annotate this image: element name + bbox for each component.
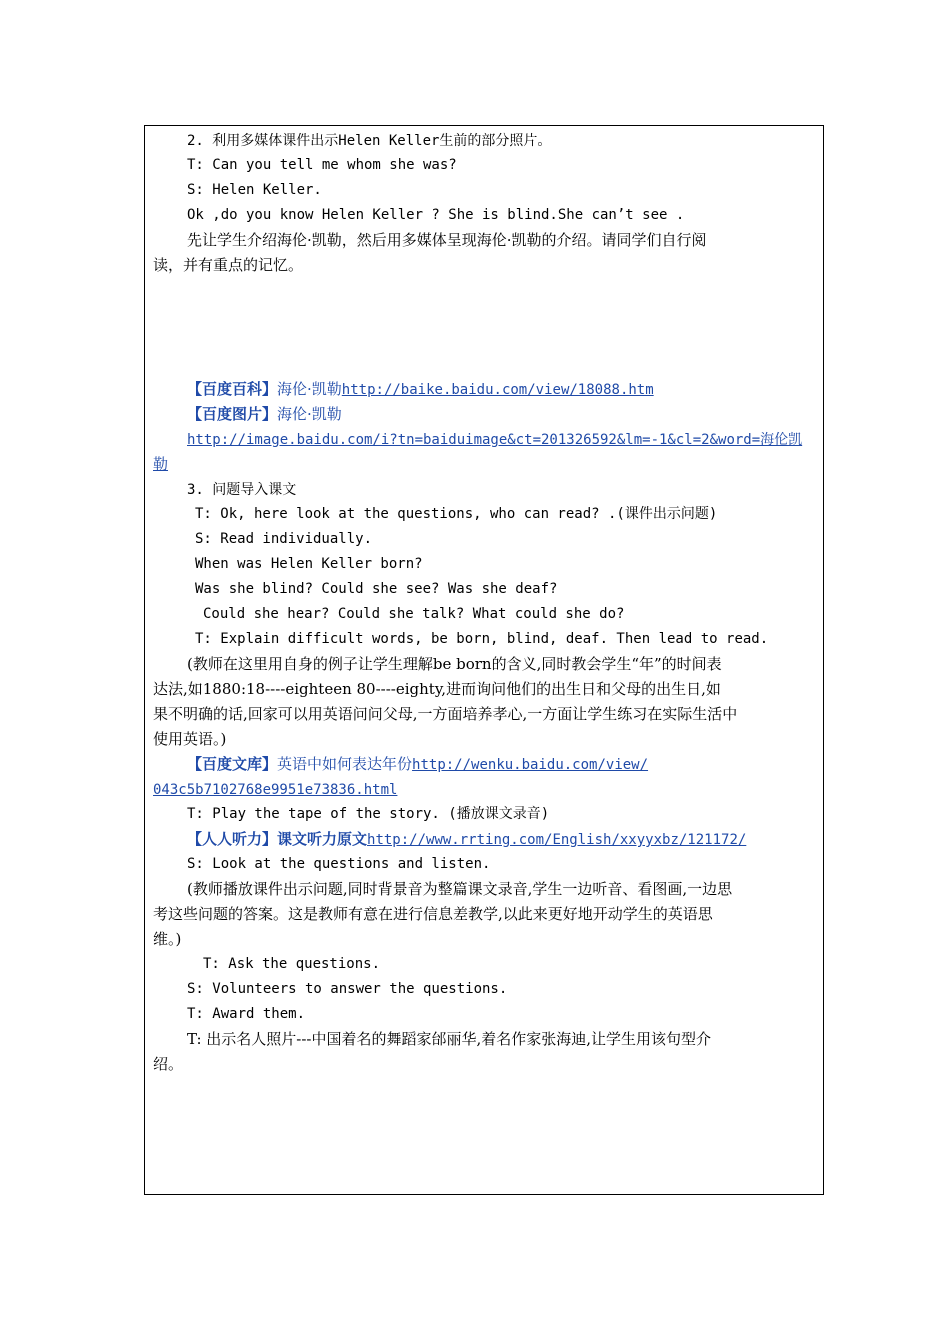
rrting-link[interactable]: http://www.rrting.com/English/xxyyxbz/121172/ bbox=[367, 832, 747, 848]
resource-tag: 【百度百科】 bbox=[187, 380, 278, 398]
paragraph-line: 果不明确的话,回家可以用英语问问父母,一方面培养孝心,一方面让学生练习在实际生活中 bbox=[153, 705, 738, 723]
paragraph-line: 读，并有重点的记忆。 bbox=[153, 256, 304, 274]
step-2-heading: 2. 利用多媒体课件出示Helen Keller生前的部分照片。 bbox=[187, 133, 552, 149]
step-3-heading: 3. 问题导入课文 bbox=[187, 482, 297, 498]
question-line: When was Helen Keller born? bbox=[195, 556, 423, 572]
paragraph-line: 先让学生介绍海伦·凯勒，然后用多媒体呈现海伦·凯勒的介绍。请同学们自行阅 bbox=[187, 231, 707, 249]
resource-baike bbox=[187, 379, 654, 399]
dialogue-line: S: Volunteers to answer the questions. bbox=[187, 981, 508, 997]
paragraph-line: 使用英语。) bbox=[153, 730, 227, 748]
dialogue-line: T: Ok, here look at the questions, who can read? .(课件出示问题) bbox=[195, 506, 718, 522]
resource-image bbox=[187, 404, 342, 424]
image-link-line bbox=[187, 429, 802, 449]
dialogue-line: Ok ,do you know Helen Keller ? She is blind.She can’t see . bbox=[187, 207, 685, 223]
resource-tag: 【百度文库】 bbox=[187, 755, 278, 773]
paragraph-line: 达法,如1880:18----eighteen 80----eighty,进而询问他们的出生日和父母的出生日,如 bbox=[153, 680, 721, 698]
dialogue-line: S: Helen Keller. bbox=[187, 182, 322, 198]
resource-title: 海伦·凯勒 bbox=[277, 380, 342, 398]
paragraph-line: 考这些问题的答案。这是教师有意在进行信息差教学,以此来更好地开动学生的英语思 bbox=[153, 905, 713, 923]
paragraph-line: T: 出示名人照片---中国着名的舞蹈家邰丽华,着名作家张海迪,让学生用该句型介 bbox=[187, 1030, 712, 1048]
question-line: Was she blind? Could she see? Was she deaf? bbox=[195, 581, 558, 597]
dialogue-line: S: Read individually. bbox=[195, 531, 373, 547]
wenku-link-continued[interactable]: 043c5b7102768e9951e73836.html bbox=[153, 782, 398, 798]
dialogue-line: T: Explain difficult words, be born, blind, deaf. Then lead to read. bbox=[195, 631, 769, 647]
wenku-link-line bbox=[153, 779, 397, 799]
paragraph-line: 维。) bbox=[153, 930, 182, 948]
resource-tag: 【百度图片】 bbox=[187, 405, 278, 423]
image-search-link-continued[interactable]: 勒 bbox=[153, 455, 169, 473]
dialogue-line: T: Play the tape of the story. (播放课文录音) bbox=[187, 806, 550, 822]
paragraph-line: 绍。 bbox=[153, 1055, 184, 1073]
dialogue-line: T: Can you tell me whom she was? bbox=[187, 157, 457, 173]
resource-wenku bbox=[187, 754, 648, 774]
lesson-plan-table-cell bbox=[144, 125, 824, 1195]
dialogue-line: T: Award them. bbox=[187, 1006, 306, 1022]
paragraph-line: (教师在这里用自身的例子让学生理解be born的含义,同时教会学生“年”的时间表 bbox=[187, 655, 722, 673]
image-search-link[interactable]: http://image.baidu.com/i?tn=baiduimage&ct=201326592&lm=-1&cl=2&word=海伦凯 bbox=[187, 432, 803, 448]
resource-rrting bbox=[187, 829, 746, 849]
resource-title: 英语中如何表达年份 bbox=[277, 755, 413, 773]
question-line: Could she hear? Could she talk? What could she do? bbox=[203, 606, 625, 622]
dialogue-line: S: Look at the questions and listen. bbox=[187, 856, 491, 872]
resource-tag: 【人人听力】课文听力原文 bbox=[187, 830, 368, 848]
paragraph-line: (教师播放课件出示问题,同时背景音为整篇课文录音,学生一边听音、看图画,一边思 bbox=[187, 880, 733, 898]
resource-title: 海伦·凯勒 bbox=[277, 405, 342, 423]
baike-link[interactable]: http://baike.baidu.com/view/18088.htm bbox=[341, 382, 654, 398]
wenku-link[interactable]: http://wenku.baidu.com/view/ bbox=[412, 757, 649, 773]
image-link-line bbox=[153, 454, 168, 474]
dialogue-line: T: Ask the questions. bbox=[203, 956, 381, 972]
